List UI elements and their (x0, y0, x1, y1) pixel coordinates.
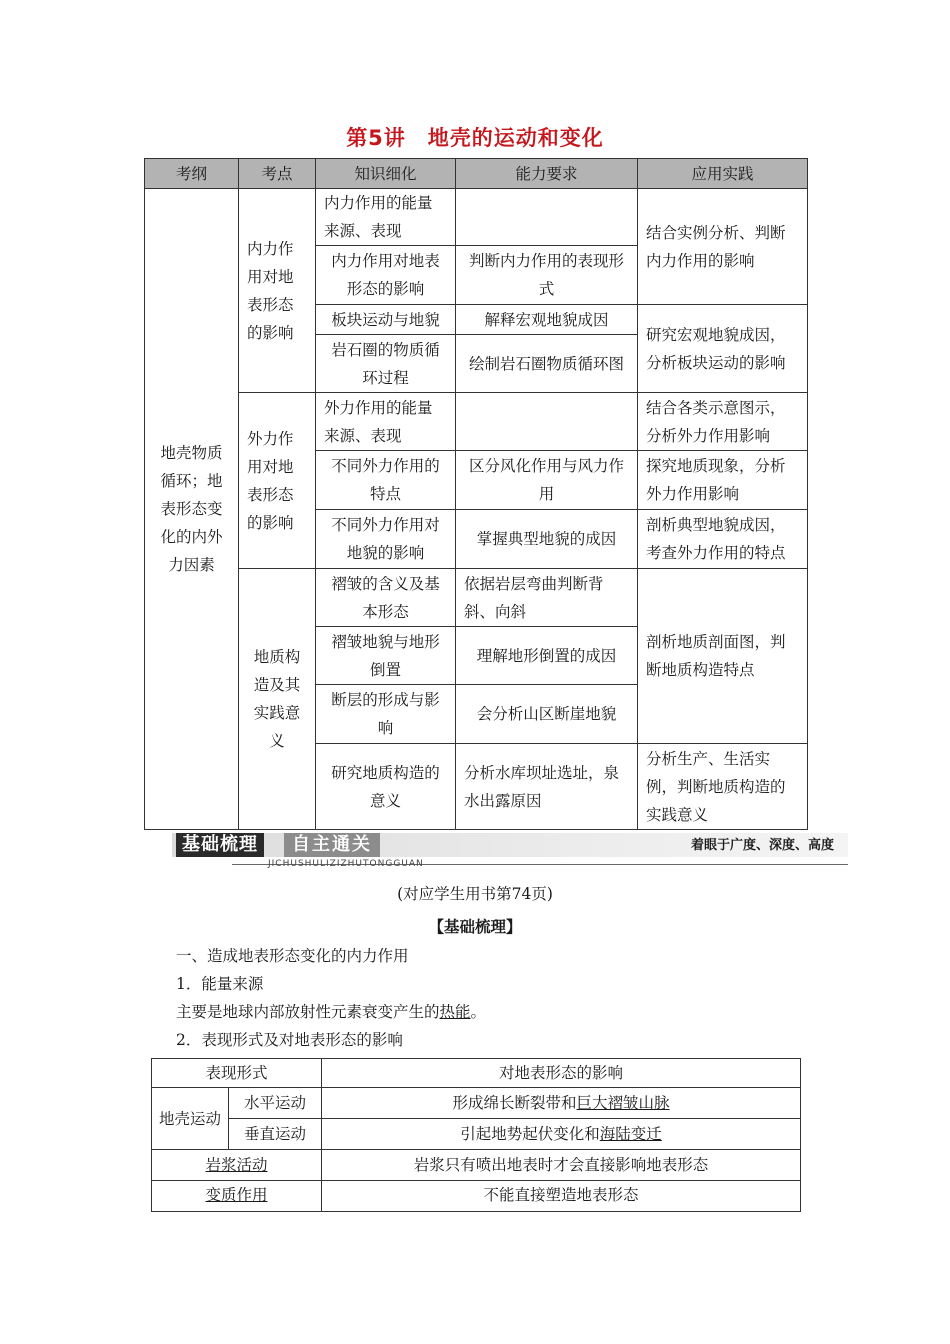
magma-effect-cell: 岩浆只有喷出地表时才会直接影响地表形态 (322, 1150, 801, 1181)
practice-cell: 剖析地质剖面图，判断地质构造特点 (638, 569, 808, 744)
metamorphism-effect-cell: 不能直接塑造地表形态 (322, 1181, 801, 1212)
syllabus-outline-table (144, 158, 808, 830)
magma-activity-label: 岩浆活动 (205, 1156, 268, 1174)
banner-slogan: 着眼于广度、深度、高度 (690, 838, 834, 853)
ability-cell: 依据岩层弯曲判断背斜、向斜 (456, 569, 638, 627)
detail-cell: 不同外力作用的特点 (316, 451, 456, 510)
energy-source-text (176, 1001, 486, 1023)
horizontal-effect-text: 形成绵长断裂带和 (452, 1094, 577, 1112)
horizontal-movement-cell: 水平运动 (229, 1088, 322, 1119)
detail-cell: 褶皱的含义及基本形态 (316, 569, 456, 627)
detail-cell: 研究地质构造的意义 (316, 744, 456, 830)
ability-cell: 会分析山区断崖地貌 (456, 685, 638, 744)
ability-cell: 解释宏观地貌成因 (456, 305, 638, 335)
exam-point-cell: 内力作用对地表形态的影响 (239, 189, 316, 393)
practice-cell: 结合实例分析、判断内力作用的影响 (638, 189, 808, 305)
ability-cell (456, 393, 638, 451)
ability-cell: 绘制岩石圈物质循环图 (456, 335, 638, 393)
metamorphism-label: 变质作用 (205, 1186, 268, 1204)
heading-internal-forces: 一、造成地表形态变化的内力作用 (176, 947, 409, 965)
table-row (145, 393, 808, 451)
header-form: 表现形式 (152, 1059, 322, 1088)
header-exam-point: 考点 (239, 159, 316, 189)
horizontal-effect-answer: 巨大褶皱山脉 (576, 1094, 670, 1112)
vertical-effect-text: 引起地势起伏变化和 (460, 1125, 600, 1143)
detail-cell: 断层的形成与影响 (316, 685, 456, 744)
table-row (145, 189, 808, 246)
energy-end: 。 (470, 1003, 487, 1021)
exam-point-cell: 地质构造及其实践意义 (239, 569, 316, 830)
header-application-practice: 应用实践 (638, 159, 808, 189)
table-row (152, 1059, 801, 1088)
section-banner (172, 833, 848, 869)
table-row (152, 1150, 801, 1181)
practice-cell: 研究宏观地貌成因，分析板块运动的影响 (638, 305, 808, 393)
ability-cell (456, 189, 638, 246)
ability-cell: 判断内力作用的表现形式 (456, 246, 638, 305)
outline-header-row (145, 159, 808, 189)
detail-cell: 板块运动与地貌 (316, 305, 456, 335)
crust-movement-cell: 地壳运动 (152, 1088, 229, 1150)
table-row (152, 1119, 801, 1150)
ability-cell: 理解地形倒置的成因 (456, 627, 638, 685)
metamorphism-cell (152, 1181, 322, 1212)
ability-cell: 分析水库坝址选址，泉水出露原因 (456, 744, 638, 830)
practice-cell: 结合各类示意图示，分析外力作用影响 (638, 393, 808, 451)
horizontal-effect-cell (322, 1088, 801, 1119)
item-forms-and-effects: 2．表现形式及对地表形态的影响 (176, 1031, 403, 1049)
vertical-effect-cell (322, 1119, 801, 1150)
table-row (145, 569, 808, 627)
item-energy-source: 1．能量来源 (176, 975, 264, 993)
energy-answer: 热能 (439, 1003, 471, 1021)
vertical-effect-answer: 海陆变迁 (599, 1125, 662, 1143)
practice-cell: 剖析典型地貌成因，考查外力作用的特点 (638, 510, 808, 569)
banner-pinyin: JICHUSHULIZIZHUTONGGUAN (268, 859, 424, 869)
detail-cell: 外力作用的能量来源、表现 (316, 393, 456, 451)
syllabus-cell: 地壳物质循环；地表形态变化的内外力因素 (145, 189, 239, 830)
lesson-title: 第5讲 地壳的运动和变化 (346, 126, 604, 150)
detail-cell: 不同外力作用对地貌的影响 (316, 510, 456, 569)
detail-cell: 内力作用的能量来源、表现 (316, 189, 456, 246)
detail-cell: 褶皱地貌与地形倒置 (316, 627, 456, 685)
header-effect: 对地表形态的影响 (322, 1059, 801, 1088)
energy-text: 主要是地球内部放射性元素衰变产生的 (176, 1003, 440, 1021)
practice-cell: 分析生产、生活实例，判断地质构造的实践意义 (638, 744, 808, 830)
header-ability-requirement: 能力要求 (456, 159, 638, 189)
section-heading: 【基础梳理】 (428, 917, 522, 936)
banner-main-label: 基础梳理 (176, 833, 264, 857)
vertical-movement-cell: 垂直运动 (229, 1119, 322, 1150)
header-syllabus: 考纲 (145, 159, 239, 189)
header-knowledge-detail: 知识细化 (316, 159, 456, 189)
detail-cell: 岩石圈的物质循环过程 (316, 335, 456, 393)
table-row (152, 1181, 801, 1212)
banner-sub-label: 自主通关 (284, 833, 380, 857)
detail-cell: 内力作用对地表形态的影响 (316, 246, 456, 305)
table-row (152, 1088, 801, 1119)
page-reference: (对应学生用书第74页) (397, 885, 553, 903)
magma-activity-cell (152, 1150, 322, 1181)
practice-cell: 探究地质现象，分析外力作用影响 (638, 451, 808, 510)
ability-cell: 掌握典型地貌的成因 (456, 510, 638, 569)
ability-cell: 区分风化作用与风力作用 (456, 451, 638, 510)
exam-point-cell: 外力作用对地表形态的影响 (239, 393, 316, 569)
forms-effects-table (151, 1058, 801, 1212)
